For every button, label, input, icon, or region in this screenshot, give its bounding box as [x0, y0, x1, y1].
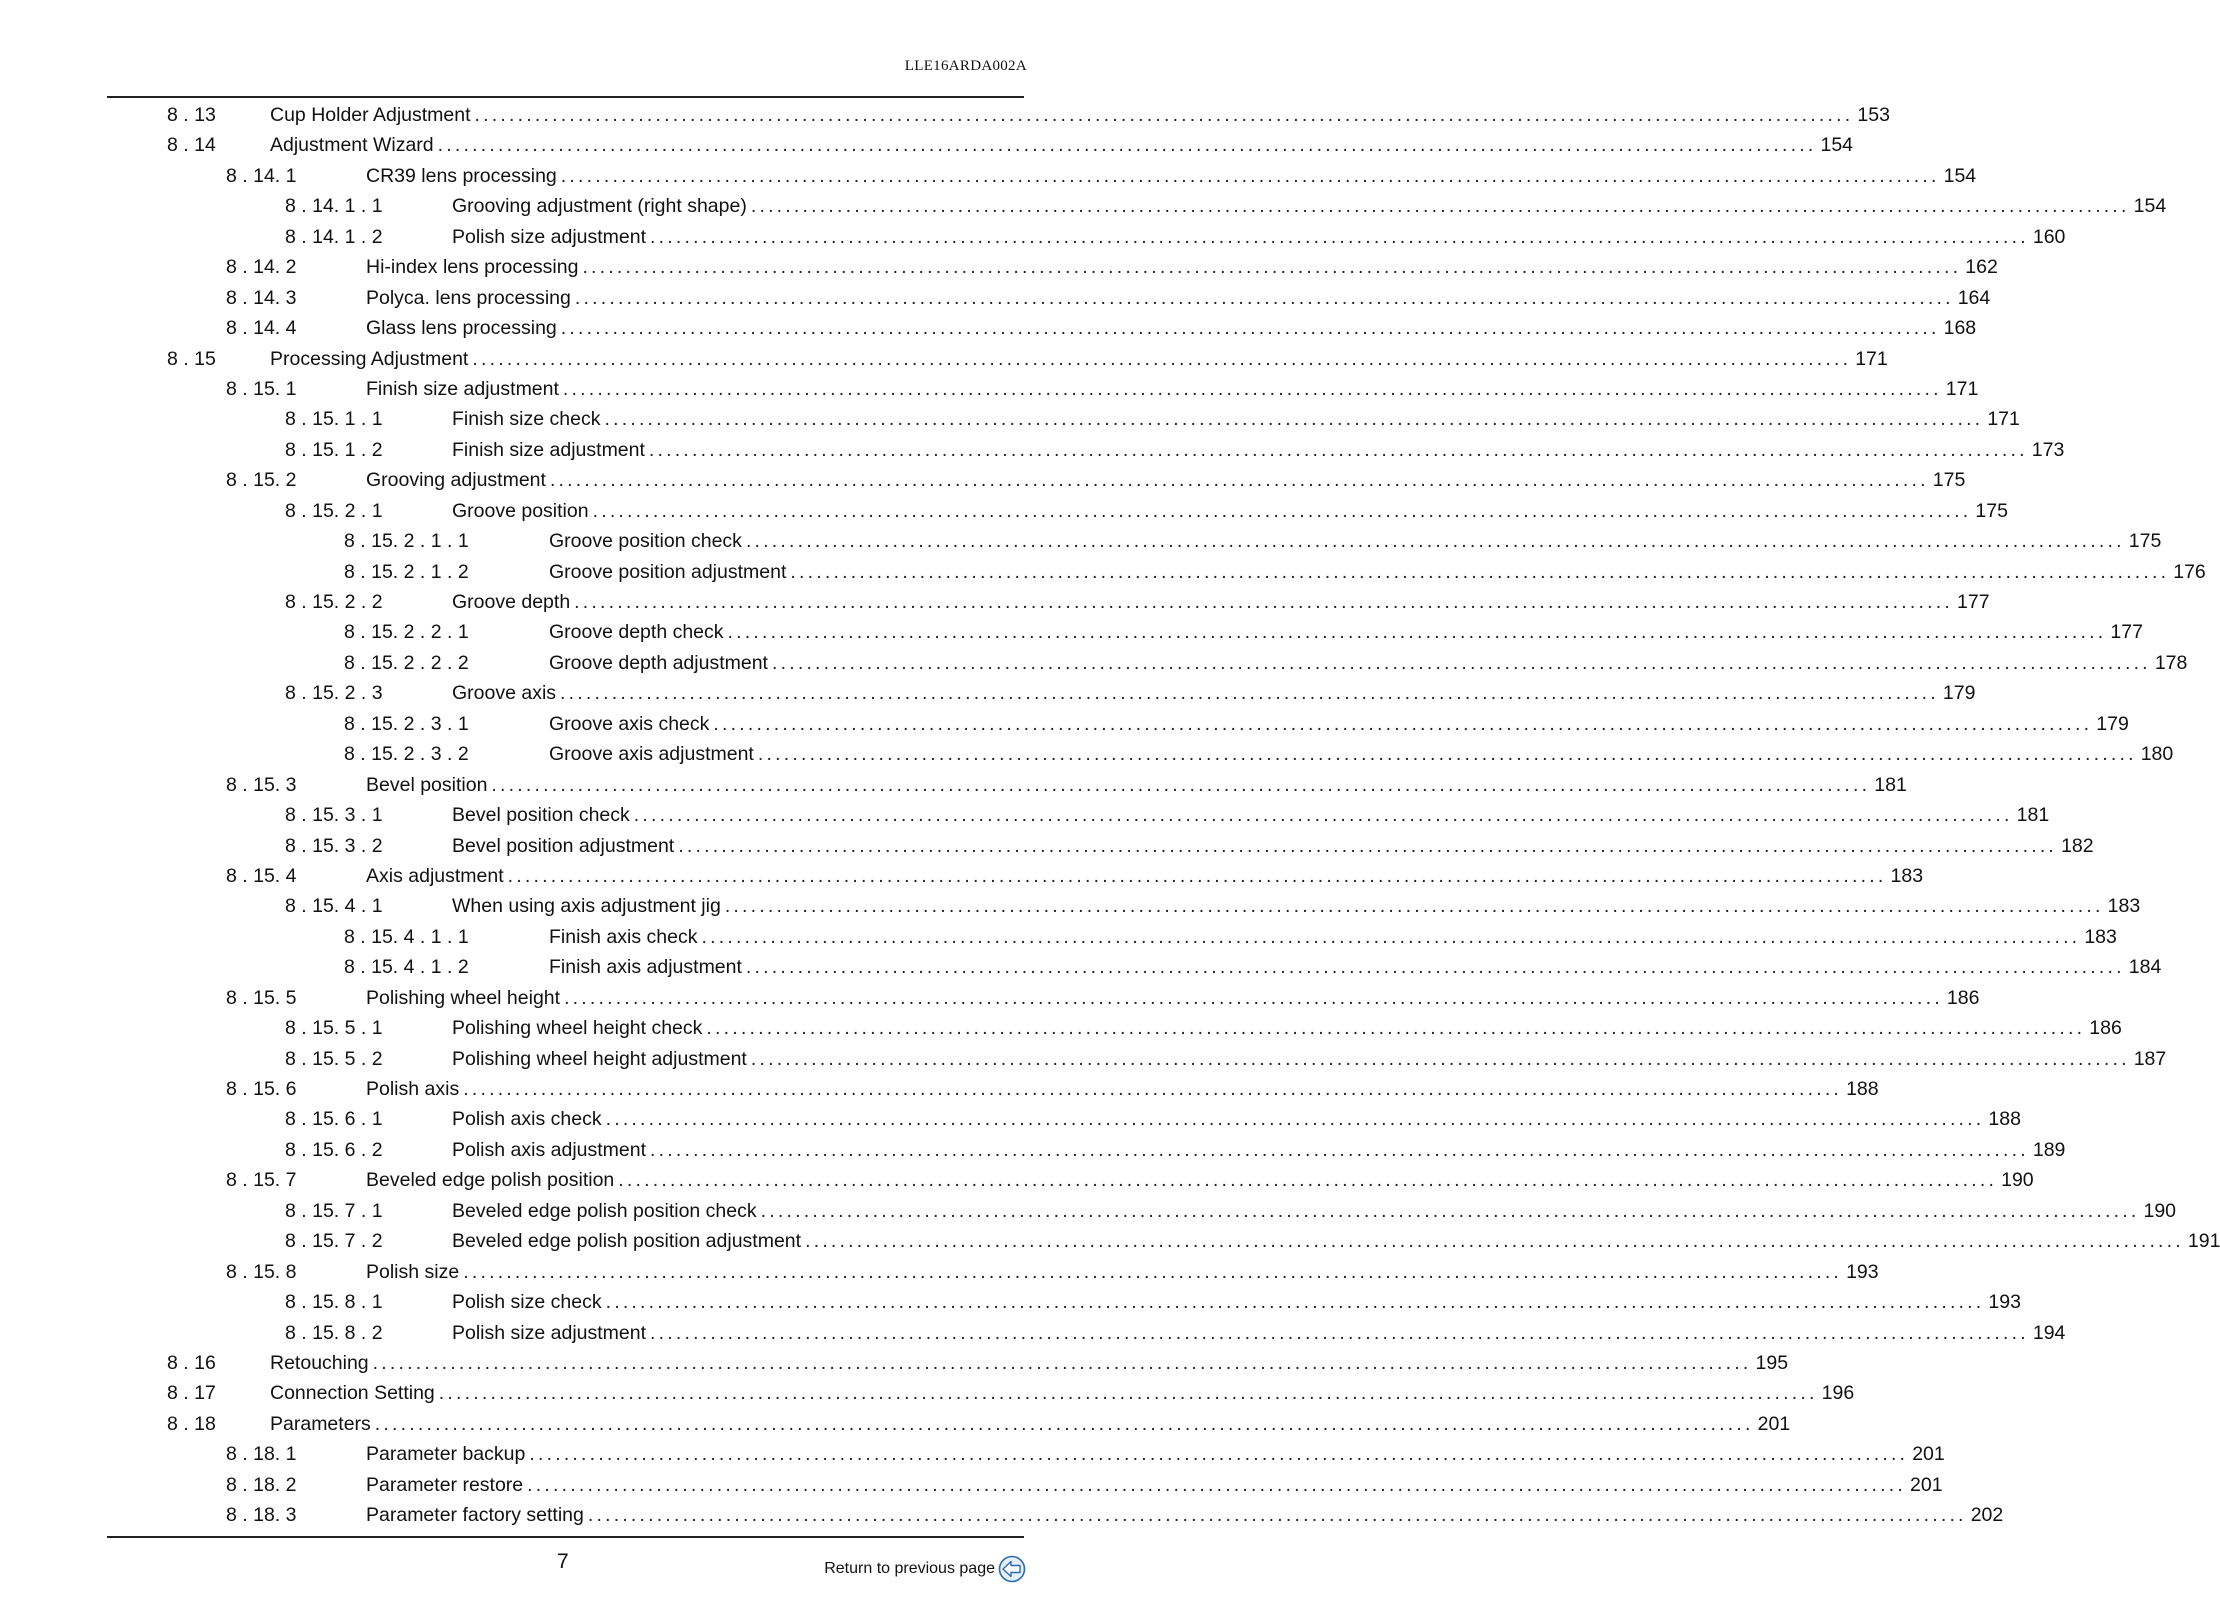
toc-dot-leader: ................................................................................................................................................................	[745, 956, 2125, 979]
toc-entry-page[interactable]: 154	[1820, 134, 1854, 157]
toc-entry-number: 8 . 14	[167, 134, 216, 157]
toc-entry-title[interactable]: Retouching	[270, 1351, 369, 1374]
toc-entry-title[interactable]: Connection Setting	[270, 1382, 435, 1405]
toc-entry[interactable]	[0, 617, 2143, 647]
toc-dot-leader: ................................................................................................................................................................	[549, 469, 1929, 492]
toc-entry-number: 8 . 15. 4	[226, 864, 297, 887]
toc-entry-line	[366, 1500, 2004, 1530]
toc-entry-line	[452, 404, 2020, 434]
toc-entry-page[interactable]: 193	[1988, 1291, 2021, 1314]
toc-dot-leader: ................................................................................................................................................................	[529, 1443, 1909, 1466]
toc-entry[interactable]	[0, 191, 2167, 221]
toc-entry-line	[452, 587, 1990, 617]
toc-entry-title[interactable]: Polish size adjustment	[452, 1321, 647, 1344]
toc-dot-leader: ................................................................................................................................................................	[437, 134, 1817, 157]
toc-entry-number: 8 . 15. 4 . 1 . 2	[344, 956, 469, 979]
toc-entry-line	[270, 1378, 1855, 1408]
toc-entry[interactable]	[0, 709, 2129, 739]
toc-entry[interactable]	[0, 1409, 1791, 1439]
toc-dot-leader: ................................................................................................................................................................	[757, 743, 2137, 766]
toc-entry-page[interactable]: 160	[2032, 225, 2066, 248]
toc-dot-leader: ................................................................................................................................................................	[472, 347, 1852, 370]
toc-entry-number: 8 . 15. 1 . 2	[285, 438, 383, 461]
toc-entry-page[interactable]: 180	[2140, 743, 2174, 766]
toc-entry-page[interactable]: 175	[2128, 530, 2162, 553]
toc-entry[interactable]	[0, 526, 2162, 556]
toc-dot-leader: ................................................................................................................................................................	[805, 1230, 2184, 1253]
toc-entry-page[interactable]: 177	[1957, 591, 1990, 613]
toc-entry[interactable]	[0, 1013, 2122, 1043]
toc-entry-line	[270, 1348, 1789, 1378]
toc-dot-leader: ................................................................................................................................................................	[574, 591, 1954, 613]
toc-entry-number: 8 . 15. 5 . 2	[285, 1047, 383, 1070]
toc-entry-line	[549, 526, 2162, 556]
toc-entry[interactable]	[0, 1044, 2167, 1074]
toc-entry-title[interactable]: Polish size	[366, 1260, 460, 1283]
toc-entry-title[interactable]: Bevel position check	[452, 804, 630, 827]
toc-dot-leader: ................................................................................................................................................................	[650, 225, 2029, 248]
toc-entry-title[interactable]: Axis adjustment	[366, 864, 504, 887]
toc-dot-leader: ................................................................................................................................................................	[463, 1260, 1843, 1283]
toc-entry-page[interactable]: 177	[2110, 621, 2143, 644]
toc-entry-line	[452, 222, 2066, 252]
toc-entry-page[interactable]: 184	[2128, 956, 2162, 979]
toc-entry-page[interactable]: 194	[2032, 1321, 2066, 1344]
toc-entry-title[interactable]: Groove depth check	[549, 621, 724, 644]
toc-entry-line	[366, 861, 1924, 891]
toc-entry-page[interactable]: 190	[2143, 1199, 2177, 1222]
toc-dot-leader: ................................................................................................................................................................	[605, 1291, 1985, 1314]
toc-entry-title[interactable]: Groove position adjustment	[549, 560, 787, 583]
toc-entry-title[interactable]: Finish size check	[452, 408, 601, 431]
toc-entry-line	[270, 100, 1890, 130]
toc-entry-number: 8 . 15. 2 . 1 . 2	[344, 560, 469, 583]
toc-entry-page[interactable]: 182	[2061, 834, 2094, 857]
toc-entry-number: 8 . 15. 3 . 1	[285, 804, 383, 827]
toc-entry[interactable]	[0, 161, 1977, 191]
toc-entry-title[interactable]: Finish size adjustment	[452, 438, 645, 461]
toc-dot-leader: ................................................................................................................................................................	[750, 1047, 2130, 1070]
toc-dot-leader: ................................................................................................................................................................	[701, 925, 2081, 948]
toc-entry[interactable]	[0, 831, 2094, 861]
toc-entry-number: 8 . 15. 3 . 2	[285, 834, 383, 857]
toc-entry-title[interactable]: Bevel position adjustment	[452, 834, 675, 857]
toc-entry-line	[452, 891, 2141, 921]
toc-entry-line	[366, 161, 1977, 191]
toc-entry-line	[452, 678, 1976, 708]
toc-entry-number: 8 . 15. 2 . 1	[285, 499, 383, 522]
toc-entry-page[interactable]: 154	[1943, 164, 1977, 187]
toc-entry-line	[452, 1226, 2220, 1256]
toc-entry-page[interactable]: 188	[1846, 1078, 1879, 1100]
toc-entry-title[interactable]: CR39 lens processing	[366, 164, 557, 187]
toc-entry-line	[366, 1257, 1879, 1287]
toc-entry-page[interactable]: 176	[2173, 560, 2206, 583]
toc-entry-number: 8 . 14. 3	[226, 286, 297, 309]
toc-dot-leader: ................................................................................................................................................................	[507, 864, 1887, 887]
toc-dot-leader: ................................................................................................................................................................	[724, 895, 2104, 918]
toc-entry-number: 8 . 15. 8 . 2	[285, 1321, 383, 1344]
toc-entry-page[interactable]: 173	[2031, 438, 2065, 461]
toc-dot-leader: ................................................................................................................................................................	[592, 499, 1972, 522]
toc-entry-page[interactable]: 196	[1821, 1382, 1855, 1405]
toc-dot-leader: ................................................................................................................................................................	[650, 1321, 2029, 1344]
toc-entry-title[interactable]: Beveled edge polish position check	[452, 1199, 757, 1222]
toc-entry[interactable]	[0, 1257, 1879, 1287]
toc-entry-page[interactable]: 201	[1757, 1412, 1791, 1435]
toc-entry-line	[549, 617, 2143, 647]
toc-dot-leader: ................................................................................................................................................................	[491, 773, 1871, 796]
toc-entry[interactable]	[0, 1318, 2066, 1348]
toc-entry-line	[452, 191, 2167, 221]
toc-entry-number: 8 . 18. 2	[226, 1473, 297, 1496]
toc-entry[interactable]	[0, 313, 1977, 343]
toc-entry-title[interactable]: Grooving adjustment	[366, 469, 546, 492]
toc-entry-line	[366, 465, 1966, 495]
toc-entry[interactable]	[0, 587, 1990, 617]
toc-entry[interactable]	[0, 1135, 2066, 1165]
toc-entry-page[interactable]: 181	[1874, 773, 1907, 796]
toc-dot-leader: ................................................................................................................................................................	[678, 834, 2058, 857]
toc-entry-line	[270, 1409, 1791, 1439]
toc-entry[interactable]	[0, 983, 1980, 1013]
toc-dot-leader: ................................................................................................................................................................	[648, 438, 2028, 461]
toc-entry-title[interactable]: Groove axis adjustment	[549, 743, 754, 766]
toc-entry-title[interactable]: Groove depth adjustment	[549, 651, 768, 674]
toc-dot-leader: ................................................................................................................................................................	[727, 621, 2107, 644]
back-arrow-icon[interactable]	[997, 1555, 1027, 1583]
toc-entry[interactable]	[0, 252, 1998, 282]
toc-entry-page[interactable]: 201	[1912, 1443, 1945, 1466]
toc-entry-number: 8 . 14. 4	[226, 317, 297, 340]
toc-entry-number: 8 . 15. 8	[226, 1260, 297, 1283]
toc-entry[interactable]	[0, 1074, 1879, 1104]
toc-entry-page[interactable]: 201	[1910, 1473, 1943, 1496]
toc-entry-number: 8 . 15	[167, 347, 216, 370]
toc-dot-leader: ................................................................................................................................................................	[463, 1078, 1843, 1100]
toc-entry-line	[270, 344, 1888, 374]
toc-entry[interactable]	[0, 1470, 1943, 1500]
toc-entry-page[interactable]: 162	[1965, 256, 1998, 279]
toc-entry-line	[452, 1135, 2066, 1165]
toc-entry[interactable]	[0, 100, 1890, 130]
toc-entry-number: 8 . 15. 4 . 1 . 1	[344, 925, 469, 948]
toc-entry-page[interactable]: 154	[2133, 195, 2167, 218]
toc-entry-line	[549, 648, 2188, 678]
toc-entry-line	[549, 922, 2117, 952]
toc-entry-page[interactable]: 171	[1945, 377, 1979, 400]
toc-entry-number: 8 . 15. 6 . 1	[285, 1108, 383, 1131]
toc-entry[interactable]	[0, 800, 2050, 830]
toc-entry[interactable]	[0, 283, 1991, 313]
footer-divider	[107, 1536, 1024, 1538]
toc-entry-title[interactable]: Parameter factory setting	[366, 1504, 584, 1527]
toc-entry-line	[452, 800, 2050, 830]
toc-entry-number: 8 . 15. 7 . 2	[285, 1230, 383, 1253]
toc-entry-page[interactable]: 179	[1942, 682, 1976, 705]
toc-entry[interactable]	[0, 952, 2162, 982]
toc-entry-title[interactable]: When using axis adjustment jig	[452, 895, 721, 918]
toc-entry-line	[366, 770, 1907, 800]
header-divider	[107, 96, 1024, 98]
toc-entry-title[interactable]: Finish size adjustment	[366, 377, 559, 400]
toc-entry-page[interactable]: 181	[2016, 804, 2050, 827]
toc-dot-leader: ................................................................................................................................................................	[713, 712, 2093, 735]
toc-entry-line	[452, 831, 2094, 861]
toc-dot-leader: ................................................................................................................................................................	[604, 408, 1984, 431]
toc-entry-number: 8 . 17	[167, 1382, 216, 1405]
toc-dot-leader: ................................................................................................................................................................	[605, 1108, 1985, 1131]
toc-dot-leader: ................................................................................................................................................................	[771, 651, 2151, 674]
toc-entry-line	[366, 1470, 1943, 1500]
toc-entry-title[interactable]: Polish axis check	[452, 1108, 602, 1131]
toc-entry-line	[366, 252, 1998, 282]
toc-entry-number: 8 . 15. 3	[226, 773, 297, 796]
toc-entry-page[interactable]: 186	[1946, 986, 1980, 1009]
return-link-label: Return to previous page	[824, 1560, 995, 1577]
toc-entry[interactable]	[0, 435, 2065, 465]
toc-entry[interactable]	[0, 1348, 1789, 1378]
toc-entry-title[interactable]: Beveled edge polish position adjustment	[452, 1230, 802, 1253]
toc-entry-line	[366, 1439, 1945, 1469]
toc-dot-leader: ................................................................................................................................................................	[560, 164, 1940, 187]
toc-entry-page[interactable]: 153	[1857, 104, 1890, 126]
toc-entry-line	[366, 1165, 2034, 1195]
toc-entry-page[interactable]: 171	[1987, 408, 2020, 431]
toc-entry-line	[366, 283, 1991, 313]
toc-entry-page[interactable]: 179	[2096, 712, 2129, 735]
toc-entry-page[interactable]: 178	[2154, 651, 2188, 674]
toc-entry-line	[452, 1044, 2167, 1074]
toc-entry-page[interactable]: 193	[1846, 1260, 1879, 1283]
toc-entry-page[interactable]: 171	[1855, 347, 1888, 370]
toc-entry-number: 8 . 18. 3	[226, 1504, 297, 1527]
toc-dot-leader: ................................................................................................................................................................	[745, 530, 2125, 553]
toc-entry-title[interactable]: Glass lens processing	[366, 317, 557, 340]
toc-entry-number: 8 . 14. 1	[226, 164, 297, 187]
toc-entry-title[interactable]: Hi-index lens processing	[366, 256, 579, 279]
toc-entry-title[interactable]: Finish axis adjustment	[549, 956, 742, 979]
toc-entry[interactable]	[0, 770, 1907, 800]
toc-entry[interactable]	[0, 1500, 2004, 1530]
toc-entry-page[interactable]: 202	[1970, 1504, 2004, 1527]
toc-entry-line	[549, 739, 2174, 769]
toc-entry-page[interactable]: 183	[2084, 925, 2117, 948]
toc-entry-number: 8 . 15. 7 . 1	[285, 1199, 383, 1222]
toc-entry[interactable]	[0, 1226, 2220, 1256]
toc-entry-number: 8 . 16	[167, 1351, 216, 1374]
toc-entry-page[interactable]: 183	[2107, 895, 2141, 918]
toc-entry-title[interactable]: Polishing wheel height	[366, 986, 561, 1009]
toc-entry-page[interactable]: 190	[2001, 1169, 2034, 1192]
toc-entry-number: 8 . 15. 8 . 1	[285, 1291, 383, 1314]
toc-entry[interactable]	[0, 496, 2008, 526]
toc-entry-title[interactable]: Parameters	[270, 1412, 371, 1435]
toc-entry-title[interactable]: Finish axis check	[549, 925, 698, 948]
toc-dot-leader: ................................................................................................................................................................	[760, 1199, 2140, 1222]
toc-entry-page[interactable]: 175	[1932, 469, 1966, 492]
toc-entry-title[interactable]: Beveled edge polish position	[366, 1169, 615, 1192]
toc-entry-number: 8 . 13	[167, 104, 216, 126]
toc-entry-title[interactable]: Polyca. lens processing	[366, 286, 571, 309]
toc-entry-title[interactable]: Cup Holder Adjustment	[270, 104, 471, 126]
toc-entry-number: 8 . 15. 2 . 2 . 2	[344, 651, 469, 674]
toc-dot-leader: ................................................................................................................................................................	[618, 1169, 1998, 1192]
toc-entry-title[interactable]: Processing Adjustment	[270, 347, 469, 370]
toc-dot-leader: ................................................................................................................................................................	[438, 1382, 1818, 1405]
toc-entry-title[interactable]: Polish axis adjustment	[452, 1138, 647, 1161]
toc-entry-title[interactable]: Polish size check	[452, 1291, 602, 1314]
toc-entry[interactable]	[0, 1165, 2034, 1195]
toc-entry-number: 8 . 15. 1	[226, 377, 297, 400]
toc-entry[interactable]	[0, 861, 1924, 891]
toc-entry-number: 8 . 14. 1 . 1	[285, 195, 383, 218]
toc-entry-number: 8 . 14. 1 . 2	[285, 225, 383, 248]
toc-entry-title[interactable]: Bevel position	[366, 773, 488, 796]
page-number: 7	[557, 1550, 569, 1573]
toc-entry[interactable]	[0, 1287, 2021, 1317]
toc-entry-number: 8 . 15. 4 . 1	[285, 895, 383, 918]
toc-entry-title[interactable]: Groove position	[452, 499, 589, 522]
toc-entry-title[interactable]: Parameter restore	[366, 1473, 524, 1496]
toc-entry-number: 8 . 15. 2	[226, 469, 297, 492]
toc-dot-leader: ................................................................................................................................................................	[790, 560, 2170, 583]
toc-entry-line	[452, 1013, 2122, 1043]
toc-entry-number: 8 . 15. 2 . 1 . 1	[344, 530, 469, 553]
toc-entry-title[interactable]: Grooving adjustment (right shape)	[452, 195, 747, 218]
toc-dot-leader: ................................................................................................................................................................	[562, 377, 1942, 400]
toc-entry-line	[549, 709, 2129, 739]
toc-entry[interactable]	[0, 891, 2141, 921]
toc-entry-title[interactable]: Polish axis	[366, 1078, 460, 1100]
toc-entry-page[interactable]: 175	[1975, 499, 2008, 522]
toc-entry-line	[452, 1318, 2066, 1348]
toc-entry-number: 8 . 15. 1 . 1	[285, 408, 383, 431]
toc-entry[interactable]	[0, 222, 2066, 252]
toc-dot-leader: ................................................................................................................................................................	[560, 317, 1940, 340]
toc-dot-leader: ................................................................................................................................................................	[633, 804, 2013, 827]
toc-entry-number: 8 . 15. 7	[226, 1169, 297, 1192]
toc-entry-page[interactable]: 186	[2089, 1017, 2122, 1040]
toc-entry[interactable]	[0, 1439, 1945, 1469]
toc-dot-leader: ................................................................................................................................................................	[474, 104, 1854, 126]
toc-entry-line	[549, 557, 2206, 587]
toc-entry-title[interactable]: Groove depth	[452, 591, 571, 613]
toc-entry[interactable]	[0, 648, 2188, 678]
toc-dot-leader: ................................................................................................................................................................	[527, 1473, 1906, 1496]
document-code: LLE16ARDA002A	[904, 58, 1027, 74]
toc-entry-line	[366, 983, 1980, 1013]
toc-entry-page[interactable]: 188	[1988, 1108, 2021, 1131]
toc-entry-line	[366, 313, 1977, 343]
toc-entry-page[interactable]: 183	[1890, 864, 1924, 887]
toc-entry-number: 8 . 18	[167, 1412, 216, 1435]
toc-entry[interactable]	[0, 374, 1979, 404]
toc-entry-title[interactable]: Groove axis	[452, 682, 557, 705]
toc-entry-page[interactable]: 195	[1755, 1351, 1789, 1374]
toc-entry-number: 8 . 15. 2 . 3	[285, 682, 383, 705]
toc-entry-page[interactable]: 191	[2187, 1230, 2220, 1253]
toc-dot-leader: ................................................................................................................................................................	[650, 1138, 2029, 1161]
toc-entry-number: 8 . 15. 5 . 1	[285, 1017, 383, 1040]
toc-entry-title[interactable]: Polishing wheel height adjustment	[452, 1047, 747, 1070]
toc-entry-line	[549, 952, 2162, 982]
toc-entry[interactable]	[0, 922, 2117, 952]
toc-dot-leader: ................................................................................................................................................................	[372, 1351, 1752, 1374]
toc-entry-title[interactable]: Polish size adjustment	[452, 225, 647, 248]
toc-dot-leader: ................................................................................................................................................................	[750, 195, 2130, 218]
toc-entry-line	[366, 1074, 1879, 1104]
toc-entry-page[interactable]: 187	[2133, 1047, 2167, 1070]
toc-entry[interactable]	[0, 465, 1966, 495]
toc-entry-line	[452, 435, 2065, 465]
toc-entry-title[interactable]: Parameter backup	[366, 1443, 526, 1466]
toc-dot-leader: ................................................................................................................................................................	[564, 986, 1943, 1009]
toc-entry-line	[366, 374, 1979, 404]
return-to-previous-page-link[interactable]	[824, 1555, 1027, 1583]
toc-entry-page[interactable]: 164	[1957, 286, 1991, 309]
toc-entry-page[interactable]: 189	[2032, 1138, 2066, 1161]
toc-dot-leader: ................................................................................................................................................................	[706, 1017, 2086, 1040]
toc-entry-line	[452, 1287, 2021, 1317]
toc-entry-title[interactable]: Polishing wheel height check	[452, 1017, 703, 1040]
toc-entry-line	[452, 1104, 2021, 1134]
toc-dot-leader: ................................................................................................................................................................	[582, 256, 1962, 279]
toc-dot-leader: ................................................................................................................................................................	[587, 1504, 1967, 1527]
toc-entry-number: 8 . 15. 6	[226, 1078, 297, 1100]
toc-entry[interactable]	[0, 678, 1976, 708]
toc-entry[interactable]	[0, 1378, 1855, 1408]
toc-dot-leader: ................................................................................................................................................................	[374, 1412, 1754, 1435]
toc-entry[interactable]	[0, 130, 1854, 160]
toc-entry-title[interactable]: Groove axis check	[549, 712, 710, 735]
toc-entry-title[interactable]: Adjustment Wizard	[270, 134, 434, 157]
toc-entry-number: 8 . 15. 2 . 2	[285, 591, 383, 613]
toc-entry-number: 8 . 15. 2 . 3 . 1	[344, 712, 469, 735]
toc-dot-leader: ................................................................................................................................................................	[560, 682, 1939, 705]
toc-entry-number: 8 . 15. 2 . 2 . 1	[344, 621, 469, 644]
toc-entry-number: 8 . 15. 5	[226, 986, 297, 1009]
toc-entry[interactable]	[0, 1196, 2177, 1226]
toc-entry[interactable]	[0, 404, 2020, 434]
toc-entry-number: 8 . 15. 6 . 2	[285, 1138, 383, 1161]
toc-entry-line	[452, 496, 2008, 526]
toc-dot-leader: ................................................................................................................................................................	[574, 286, 1954, 309]
toc-entry-number: 8 . 18. 1	[226, 1443, 297, 1466]
toc-entry-number: 8 . 15. 2 . 3 . 2	[344, 743, 469, 766]
toc-entry-line	[270, 130, 1854, 160]
toc-entry-number: 8 . 14. 2	[226, 256, 297, 279]
toc-entry[interactable]	[0, 1104, 2021, 1134]
toc-entry[interactable]	[0, 739, 2174, 769]
toc-entry[interactable]	[0, 344, 1888, 374]
table-of-contents	[0, 100, 2220, 1531]
toc-entry[interactable]	[0, 557, 2206, 587]
toc-entry-line	[452, 1196, 2177, 1226]
toc-entry-page[interactable]: 168	[1943, 317, 1977, 340]
toc-entry-title[interactable]: Groove position check	[549, 530, 742, 553]
